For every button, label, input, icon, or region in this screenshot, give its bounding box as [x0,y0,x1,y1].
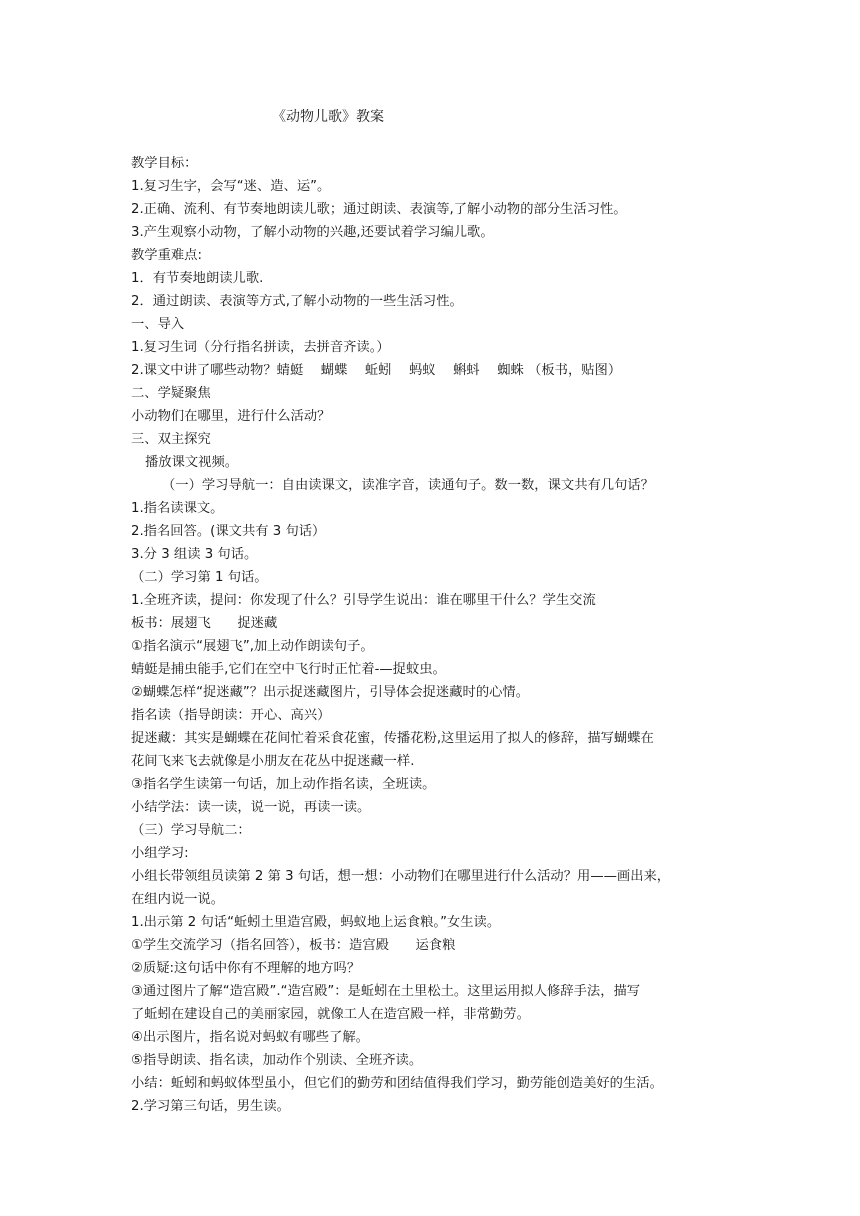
text-line: 播放课文视频。 [145,455,239,470]
text-line: 小组长带领组员读第 2 第 3 句话，想一想：小动物们在哪里进行什么活动？用——画出来， [131,869,671,884]
text-line: 花间飞来飞去就像是小朋友在花丛中捉迷藏一样. [131,754,415,769]
text-line: 小动物们在哪里，进行什么活动？ [131,409,331,424]
text-line: （一）学习导航一：自由读课文，读准字音，读通句子。数一数，课文共有几句话？ [162,478,654,493]
text-line: ③指名学生读第一句话，加上动作指名读，全班读。 [131,777,436,792]
text-line: 了蚯蚓在建设自己的美丽家园，就像工人在造宫殿一样，非常勤劳。 [131,1007,530,1022]
text-line: ⑤指导朗读、指名读，加动作个别读、全班齐读。 [131,1053,423,1068]
text-line: 小结：蚯蚓和蚂蚁体型虽小，但它们的勤劳和团结值得我们学习，勤劳能创造美好的生活。 [131,1076,663,1091]
text-line: 在组内说一说。 [131,892,225,907]
text-line: 板书：展翅飞 捉迷藏 [131,616,278,631]
text-line: （三）学习导航二： [131,823,251,838]
text-line: ①指名演示“展翅飞”,加上动作朗读句子。 [131,639,374,654]
text-line: 3.分 3 组读 3 句话。 [131,547,258,562]
text-line: 1.复习生词（分行指名拼读，去拼音齐读。） [131,340,390,355]
text-line: 二、学疑聚焦 [131,386,211,401]
document-body [131,152,743,1118]
text-line: 1.全班齐读，提问：你发现了什么？引导学生说出：谁在哪里干什么？学生交流 [131,593,596,608]
text-line: 2.学习第三句话，男生读。 [131,1099,290,1114]
text-line: ②蝴蝶怎样“捉迷藏”？出示捉迷藏图片，引导体会捉迷藏时的心情。 [131,685,530,700]
text-line: ①学生交流学习（指名回答），板书：造宫殿 运食粮 [131,938,456,953]
text-line: 2.正确、流利、有节奏地朗读儿歌；通过朗读、表演等,了解小动物的部分生活习性。 [131,202,627,217]
text-line: 2.课文中讲了哪些动物？蜻蜓 蝴蝶 蚯蚓 蚂蚁 蝌蚪 蜘蛛 （板书，贴图） [131,363,622,378]
text-line: ②质疑:这句话中你有不理解的地方吗？ [131,961,361,976]
text-line: 蜻蜓是捕虫能手,它们在空中飞行时正忙着-—捉蚊虫。 [131,662,446,677]
text-line: ④出示图片，指名说对蚂蚁有哪些了解。 [131,1030,369,1045]
text-line: 教学目标： [131,156,198,171]
text-line: 一、导入 [131,317,185,332]
document-title: 《动物儿歌》教案 [272,109,384,125]
text-line: 小结学法：读一读，说一说，再读一读。 [131,800,371,815]
text-line: 3.产生观察小动物，了解小动物的兴趣,还要试着学习编儿歌。 [131,225,494,240]
text-line: 1.指名读课文。 [131,501,224,516]
text-line: 1．有节奏地朗读儿歌. [131,271,264,286]
text-line: 1.复习生字，会写“迷、造、运”。 [131,179,331,194]
text-line: （二）学习第 1 句话。 [131,570,268,585]
text-line: 捉迷藏：其实是蝴蝶在花间忙着采食花蜜，传播花粉,这里运用了拟人的修辞，描写蝴蝶在 [131,731,654,746]
text-line: 2．通过朗读、表演等方式,了解小动物的一些生活习性。 [131,294,463,309]
text-line: ③通过图片了解“造宫殿”.“造宫殿”：是蚯蚓在土里松土。这里运用拟人修辞手法，描写 [131,984,641,999]
text-line: 小组学习: [131,846,189,861]
text-line: 1.出示第 2 句话“蚯蚓土里造宫殿，蚂蚁地上运食粮。”女生读。 [131,915,501,930]
text-line: 三、双主探究 [131,432,211,447]
text-line: 指名读（指导朗读：开心、高兴） [131,708,331,723]
text-line: 2.指名回答。(课文共有 3 句话） [131,524,326,539]
text-line: 教学重难点: [131,248,202,263]
